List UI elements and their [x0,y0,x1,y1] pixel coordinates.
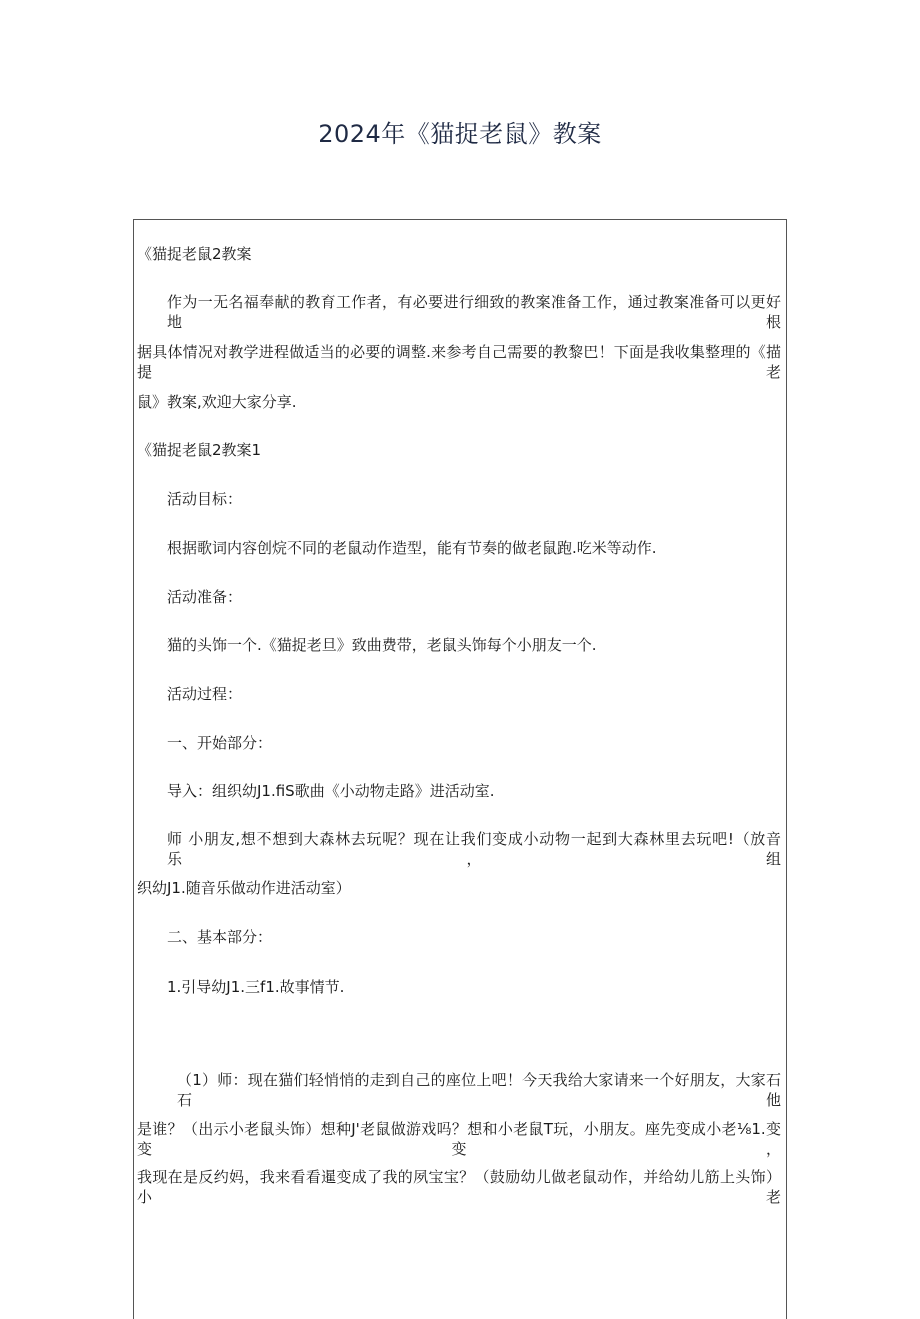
step-one-text: 1.引导幼J1.三f1.故事情节. [167,978,345,996]
step-paragraph-line: 是谁？（出示小老鼠头饰）想种J'老鼠做游戏吗？想和小老鼠T玩，小朋友。座先变成小老⅛1.变变变， [137,1120,781,1158]
activity-goal-text: 根据歌词内容创烷不同的老鼠动作造型，能有节奏的做老鼠跑.吃米等动作. [167,539,657,557]
teacher-paragraph-line: 织幼J1.随音乐做动作进活动室） [137,879,351,897]
intro-text: 导入：组织幼J1.fiS歌曲《小动物走路》进活动室. [167,782,495,800]
page-title: 2024年《猫捉老鼠》教案 [318,120,602,148]
teacher-paragraph-line: 师 小朋友,想不想到大森林去玩呢？现在让我们变成小动物一起到大森林里去玩吧!（放音乐，组 [167,830,781,868]
activity-prep-label: 活动准备： [167,588,243,606]
doc-heading: 《猫捉老鼠2教案 [137,245,252,263]
intro-paragraph-line: 鼠》教案,欢迎大家分享. [137,393,297,411]
intro-paragraph-line: 作为一无名福奉献的教育工作者，有必要进行细致的教案准备工作，通过教案准备可以更好地根 [167,293,781,331]
activity-process-label: 活动过程： [167,685,243,703]
activity-goal-label: 活动目标： [167,490,243,508]
step-paragraph-line: （1）师：现在猫们轻悄悄的走到自己的座位上吧！今天我给大家请来一个好朋友，大家石石他 [177,1071,781,1109]
section-heading: 《猫捉老鼠2教案1 [137,441,262,459]
part-one-heading: 一、开始部分： [167,734,273,752]
activity-prep-text: 猫的头饰一个.《猫捉老旦》致曲费带，老鼠头饰每个小朋友一个. [167,636,597,654]
part-two-heading: 二、基本部分： [167,928,273,946]
step-paragraph-line: 我现在是反约妈，我来看看暹变成了我的夙宝宝？（鼓励幼儿做老鼠动作，并给幼儿筋上头饰）小老 [137,1168,781,1206]
intro-paragraph-line: 据具体情况对教学进程做适当的必要的调整.来参考自己需要的教黎巴！下面是我收集整理的《描提老 [137,343,781,381]
